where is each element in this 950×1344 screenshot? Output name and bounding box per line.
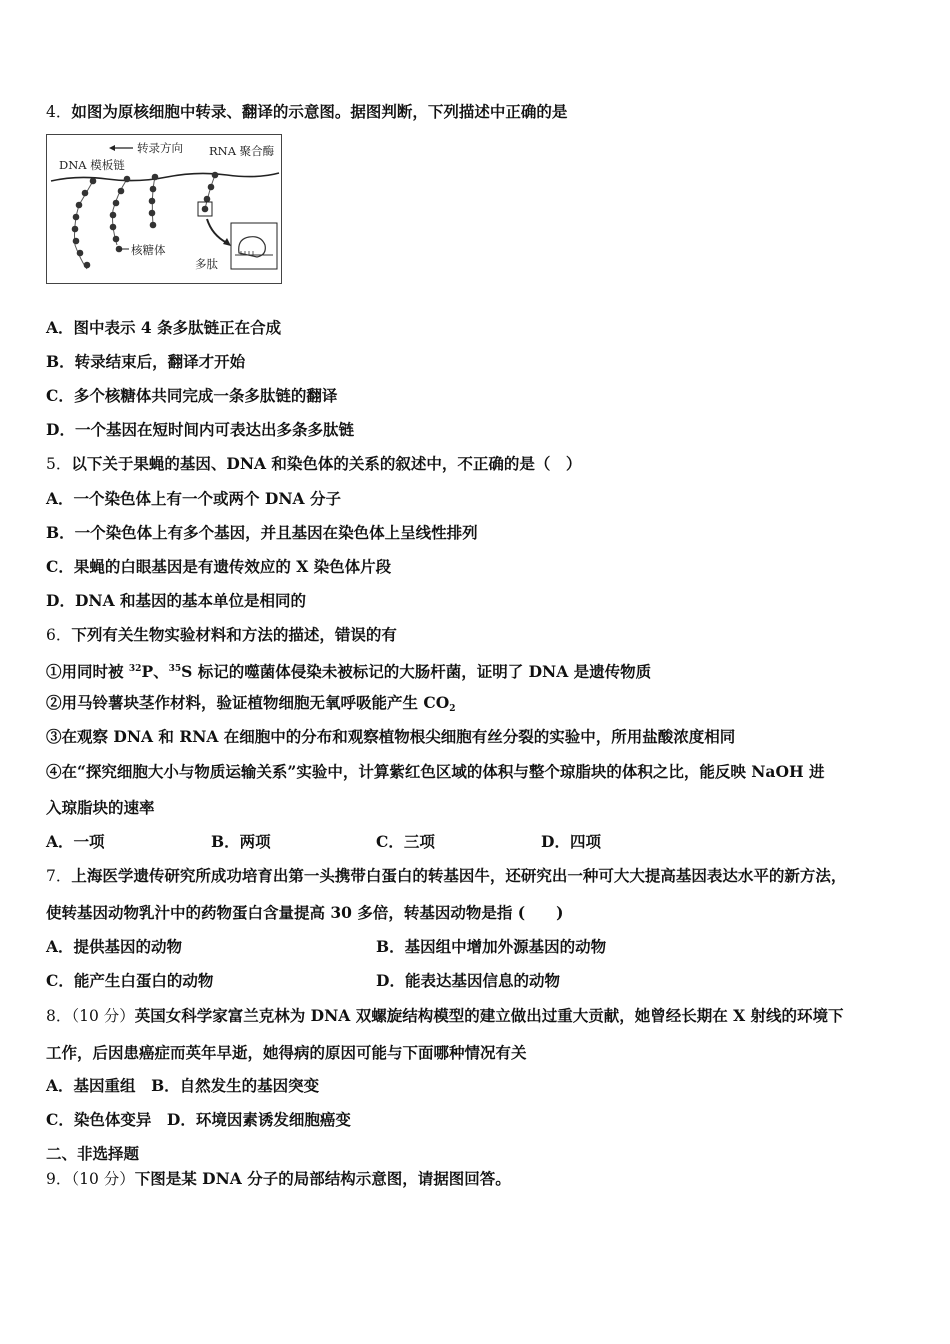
- q7-option-a: A．提供基因的动物: [46, 937, 183, 956]
- rna-polymerase-label: RNA 聚合酶: [209, 144, 275, 158]
- q6-option-a: A．一项: [46, 832, 105, 851]
- transcription-translation-figure: [46, 134, 282, 284]
- q5-option-b: B．一个染色体上有多个基因，并且基因在染色体上呈线性排列: [46, 523, 478, 542]
- transcription-direction-label: 转录方向: [137, 141, 183, 155]
- q4-stem-text: 如图为原核细胞中转录、翻译的示意图。据图判断，下列描述中正确的是: [71, 102, 568, 121]
- q4-option-c: C．多个核糖体共同完成一条多肽链的翻译: [46, 386, 338, 405]
- ribosome-label: 核糖体: [131, 243, 166, 257]
- q6-statement-4-line1: ④在“探究细胞大小与物质运输关系”实验中，计算紫红色区域的体积与整个琼脂块的体积之比，能反映 NaOH 进: [46, 762, 825, 781]
- direction-arrow-head: [109, 145, 115, 151]
- q7-stem-line1: 7．上海医学遗传研究所成功培育出第一头携带白蛋白的转基因牛，还研究出一种可大大提高基因表达水平的新方法，: [46, 866, 847, 885]
- q8-stem-line2: 工作，后因患癌症而英年早逝，她得病的原因可能与下面哪种情况有关: [46, 1043, 527, 1062]
- dna-strand: [51, 173, 279, 181]
- q6-option-b: B．两项: [211, 832, 271, 851]
- q6-stem: 6．下列有关生物实验材料和方法的描述，错误的有: [46, 625, 397, 644]
- q5-option-c: C．果蝇的白眼基因是有遗传效应的 X 染色体片段: [46, 557, 392, 576]
- zoom-arrow: [207, 219, 227, 243]
- q4-option-b: B．转录结束后，翻译才开始: [46, 352, 246, 371]
- q5-option-d: D．DNA 和基因的基本单位是相同的: [46, 591, 306, 610]
- q7-option-c: C．能产生白蛋白的动物: [46, 971, 214, 990]
- q4-stem: [46, 102, 567, 122]
- q6-option-d: D．四项: [541, 832, 601, 851]
- q6-option-c: C．三项: [376, 832, 435, 851]
- q4-number: 4．: [46, 103, 72, 121]
- q6-statement-4-line2: 入琼脂块的速率: [46, 798, 155, 817]
- q7-option-b: B．基因组中增加外源基因的动物: [376, 937, 607, 956]
- enlarged-box: [231, 223, 277, 269]
- q6-statement-1: ①用同时被 $^{32}$P、$^{35}$S 标记的噬菌体侵染未被标记的大肠杆菌，证明了 DNA 是遗传物质: [46, 662, 652, 681]
- q5-option-a: A．一个染色体上有一个或两个 DNA 分子: [46, 489, 341, 508]
- q6-statement-3: ③在观察 DNA 和 RNA 在细胞中的分布和观察植物根尖细胞有丝分裂的实验中，所用盐酸浓度相同: [46, 727, 736, 746]
- q8-stem-line1: 8．（10 分）英国女科学家富兰克林为 DNA 双螺旋结构模型的建立做出过重大贡献，她曾经长期在 X 射线的环境下: [46, 1006, 844, 1025]
- q4-option-a: A．图中表示 4 条多肽链正在合成: [46, 318, 282, 337]
- q6-statement-2: ②用马铃薯块茎作材料，验证植物细胞无氧呼吸能产生 $CO_2$: [46, 693, 456, 714]
- q7-option-d: D．能表达基因信息的动物: [376, 971, 560, 990]
- q7-stem-line2: 使转基因动物乳汁中的药物蛋白含量提高 30 多倍，转基因动物是指 ( ): [46, 903, 564, 922]
- q8-options-row2: C．染色体变异 D．环境因素诱发细胞癌变: [46, 1110, 351, 1129]
- q9-stem: 9．（10 分）下图是某 DNA 分子的局部结构示意图，请据图回答。: [46, 1169, 511, 1188]
- q8-options-row1: A．基因重组 B．自然发生的基因突变: [46, 1076, 320, 1095]
- q4-option-d: D．一个基因在短时间内可表达出多条多肽链: [46, 420, 354, 439]
- dna-template-label: DNA 模板链: [59, 158, 125, 172]
- q5-stem: 5．以下关于果蝇的基因、DNA 和染色体的关系的叙述中，不正确的是（ ）: [46, 454, 582, 473]
- section-two-title: 二、非选择题: [46, 1144, 140, 1163]
- peptide-label: 多肽: [195, 257, 218, 271]
